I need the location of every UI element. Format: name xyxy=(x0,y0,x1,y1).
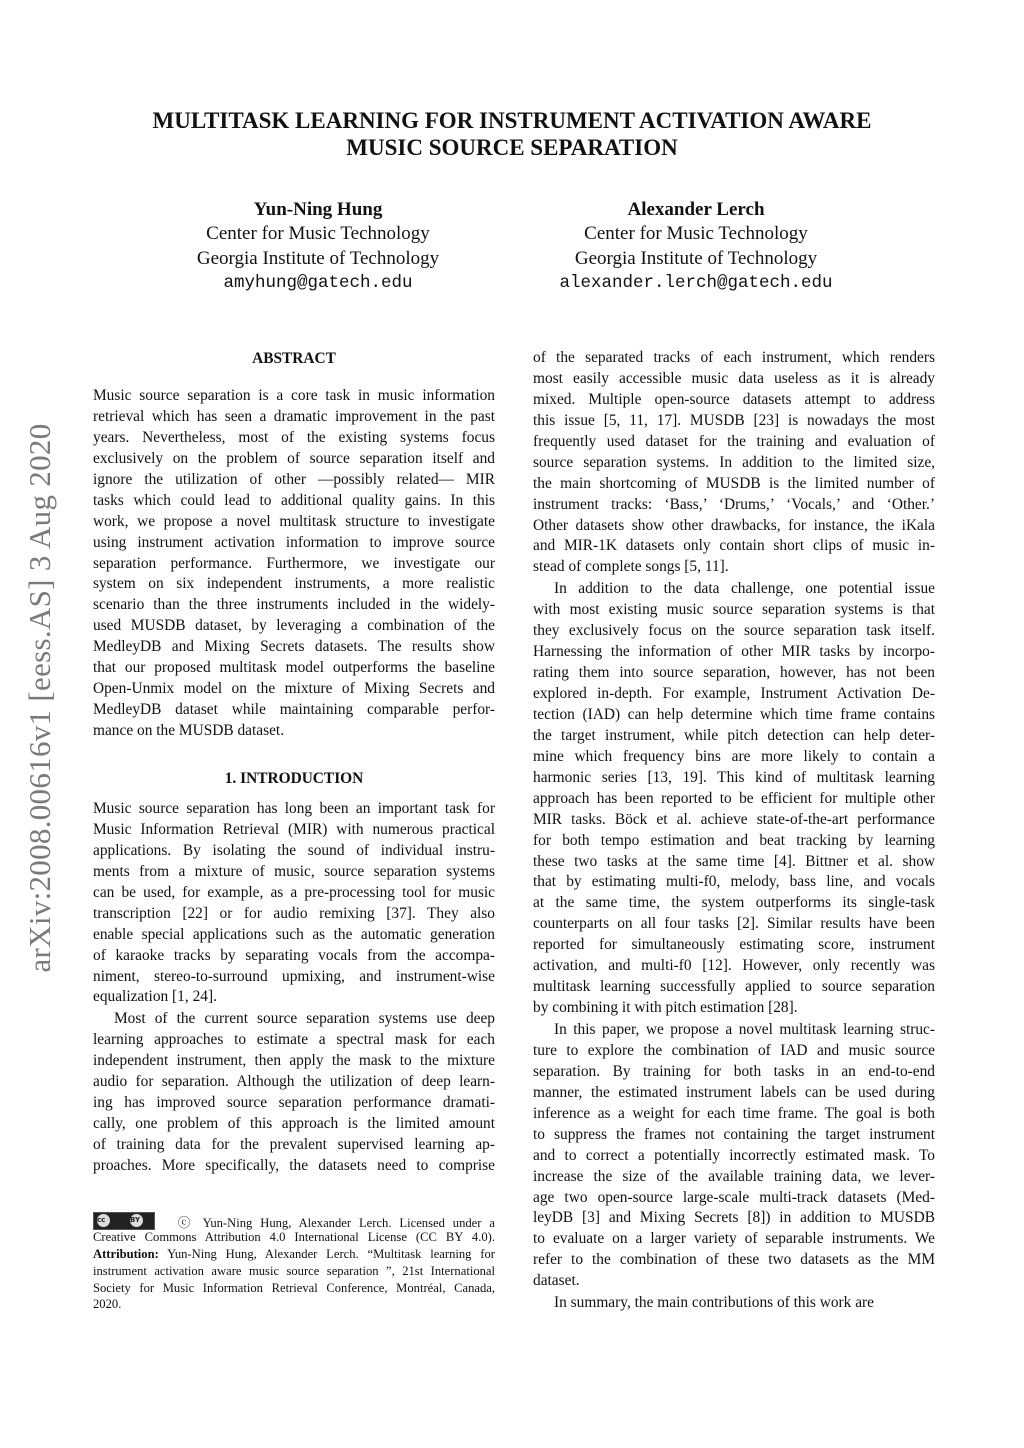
text-line: by combining it with pitch estimation [28]. xyxy=(533,999,798,1017)
text-line: the target instrument, while pitch detection can help deter- xyxy=(533,726,935,744)
author-name: Alexander Lerch xyxy=(627,199,765,220)
attribution-label: Attribution: xyxy=(93,1246,159,1261)
text-line: activation, and multi-f0 [12]. However, only recently was xyxy=(533,957,935,975)
text-line: of the separated tracks of each instrument, which renders xyxy=(533,349,935,366)
text-line: with most existing music source separation systems is that xyxy=(533,601,935,619)
text-line: ignore the utilization of other —possibly related— MIR xyxy=(93,470,495,488)
footnote-line: Society for Music Information Retrieval Conference, Montréal, Canada, xyxy=(93,1280,495,1295)
text-line: they exclusively focus on the source separation task itself. xyxy=(533,622,935,640)
introduction-right-column xyxy=(533,348,935,1315)
text-line: separation. By training for both tasks in an end-to-end xyxy=(533,1062,935,1080)
text-line: applications. By isolating the sound of individual instru- xyxy=(93,841,495,859)
text-line: multitask learning successfully applied to source separation xyxy=(533,978,935,996)
text-line: separation performance. Furthermore, we investigate our xyxy=(93,554,495,572)
text-line: Other datasets show other drawbacks, for instance, the iKala xyxy=(533,516,935,534)
copyright-footnote xyxy=(93,1212,495,1313)
text-line: reported for simultaneously estimating score, instrument xyxy=(533,936,935,954)
footnote-line: 2020. xyxy=(93,1297,122,1312)
text-line: system on six independent instruments, a more realistic xyxy=(93,575,495,593)
text-line: tasks which could lead to additional quality gains. In this xyxy=(93,491,495,509)
footnote-line: Creative Commons Attribution 4.0 International License (CC BY 4.0). xyxy=(93,1229,495,1244)
text-line: rating them into source separation, however, has not been xyxy=(533,664,935,682)
text-line: Harnessing the information of other MIR tasks by incorpo- xyxy=(533,643,935,661)
text-line: niment, stereo-to-surround upmixing, and instrument-wise xyxy=(93,967,495,985)
text-line: scenario than the three instruments included in the widely- xyxy=(93,596,495,614)
text-line: equalization [1, 24]. xyxy=(93,988,217,1006)
text-line: mixed. Multiple open-source datasets attempt to address xyxy=(533,390,935,408)
text-line: harmonic series [13, 19]. This kind of multitask learning xyxy=(533,768,935,786)
text-line: frequently used dataset for the training and evaluation of xyxy=(533,432,935,450)
text-line: MedleyDB dataset while maintaining comparable perfor- xyxy=(93,701,495,719)
text-line: proaches. More specifically, the datasets need to comprise xyxy=(93,1156,495,1174)
text-line: instrument tracks: ‘Bass,’ ‘Drums,’ ‘Vocals,’ and ‘Other.’ xyxy=(533,495,935,513)
arxiv-identifier: arXiv:2008.00616v1 [eess.AS] 3 Aug 2020 xyxy=(22,423,57,973)
text-line: transcription [22] or for audio remixing [37]. They also xyxy=(93,904,495,922)
paragraph xyxy=(93,1009,495,1177)
text-line: and to correct a potentially incorrectly estimated mask. To xyxy=(533,1146,935,1164)
footnote-line: cc BY ⓒ Yun-Ning Hung, Alexander Lerch. Licensed under a xyxy=(93,1212,495,1229)
text-line: ing has improved source separation performance dramati- xyxy=(93,1094,495,1112)
text-line: this issue [5, 11, 17]. MUSDB [23] is nowadays the most xyxy=(533,411,935,429)
paper-title xyxy=(0,107,1024,161)
abstract-heading: ABSTRACT xyxy=(252,350,336,367)
text-line: these two tasks at the same time [4]. Bittner et al. show xyxy=(533,852,935,870)
text-line: audio for separation. Although the utilization of deep learn- xyxy=(93,1073,495,1091)
author-affiliation: Center for Music Technology xyxy=(206,223,430,245)
author-affiliation: Center for Music Technology xyxy=(584,223,808,245)
text-line: can be used, for example, as a pre-processing tool for music xyxy=(93,883,495,901)
text-line: stead of complete songs [5, 11]. xyxy=(533,558,729,576)
text-line: Music Information Retrieval (MIR) with numerous practical xyxy=(93,820,495,838)
text-line: ture to explore the combination of IAD and music source xyxy=(533,1041,935,1059)
text-line: for both tempo estimation and beat tracking by learning xyxy=(533,831,935,849)
text-line: that by estimating multi-f0, melody, bass line, and vocals xyxy=(533,873,935,891)
text-line: enable special applications such as the automatic generation xyxy=(93,925,495,943)
text-line: to evaluate on a larger variety of separable instruments. We xyxy=(533,1230,935,1248)
text-line: Open-Unmix model on the mixture of Mixing Secrets and xyxy=(93,680,495,698)
text-line: to suppress the frames not containing the target instrument xyxy=(533,1125,935,1143)
paragraph xyxy=(533,1293,935,1314)
text-line: that our proposed multitask model outperforms the baseline xyxy=(93,659,495,677)
author-block xyxy=(506,198,886,295)
text-line: In addition to the data challenge, one potential issue xyxy=(554,580,935,598)
text-line: Music source separation is a core task in music information xyxy=(93,387,495,404)
text-line: of training data for the prevalent supervised learning ap- xyxy=(93,1136,495,1153)
author-institution: Georgia Institute of Technology xyxy=(574,247,818,269)
introduction-left-column xyxy=(93,799,495,1178)
text-line: most easily accessible music data useless as it is already xyxy=(533,369,935,387)
text-line: years. Nevertheless, most of the existing systems focus xyxy=(93,428,495,446)
footnote-line: instrument activation aware music source separation ”, 21st International xyxy=(93,1263,495,1278)
text-line: retrieval which has seen a dramatic improvement in the past xyxy=(93,407,495,425)
text-line: ments from a mixture of music, source separation systems xyxy=(93,862,495,880)
paragraph xyxy=(533,348,935,578)
text-line: In this paper, we propose a novel multitask learning struc- xyxy=(554,1021,935,1038)
paragraph xyxy=(93,799,495,1008)
author-institution: Georgia Institute of Technology xyxy=(196,247,440,269)
author-block xyxy=(128,198,508,295)
text-line: increase the size of the available training data, we lever- xyxy=(533,1167,935,1185)
text-line: learning approaches to estimate a spectral mask for each xyxy=(93,1031,495,1049)
text-line: mine which frequency bins are more likely to contain a xyxy=(533,747,935,765)
text-line: leyDB [3] and Mixing Secrets [8]) in addition to MUSDB xyxy=(533,1209,935,1227)
text-line: Most of the current source separation systems use deep xyxy=(114,1010,495,1028)
paragraph xyxy=(533,579,935,1019)
text-line: MIR tasks. Böck et al. achieve state-of-the-art performance xyxy=(533,810,935,828)
text-line: manner, the estimated instrument labels can be used during xyxy=(533,1083,935,1101)
text-line: refer to the combination of these two datasets as the MM xyxy=(533,1251,935,1269)
text-line: independent instrument, then apply the mask to the mixture xyxy=(93,1052,495,1070)
text-line: inference as a weight for each time frame. The goal is both xyxy=(533,1104,935,1122)
text-line: of karaoke tracks by separating vocals from the accompa- xyxy=(93,946,495,964)
text-line: explored in-depth. For example, Instrument Activation De- xyxy=(533,685,935,702)
text-line: the main shortcoming of MUSDB is the limited number of xyxy=(533,474,935,492)
author-email[interactable]: alexander.lerch@gatech.edu xyxy=(559,272,833,293)
text-line: age two open-source large-scale multi-track datasets (Med- xyxy=(533,1188,935,1206)
text-line: and MIR-1K datasets only contain short clips of music in- xyxy=(533,537,935,555)
text-line: at the same time, the system outperforms its single-task xyxy=(533,894,935,912)
paragraph xyxy=(533,1020,935,1292)
footnote-line: Attribution: Yun-Ning Hung, Alexander Lerch. “Multitask learning for xyxy=(93,1246,495,1261)
introduction-heading: 1. INTRODUCTION xyxy=(224,770,364,787)
title-line: MUSIC SOURCE SEPARATION xyxy=(346,135,678,160)
text-line: Music source separation has long been an important task for xyxy=(93,800,495,817)
paragraph xyxy=(93,386,495,742)
title-line: MULTITASK LEARNING FOR INSTRUMENT ACTIVATION AWARE xyxy=(152,108,872,133)
text-line: source separation systems. In addition to the limited size, xyxy=(533,453,935,471)
text-line: mance on the MUSDB dataset. xyxy=(93,722,285,739)
text-line: exclusively on the problem of source separation itself and xyxy=(93,449,495,467)
text-line: approach has been reported to be efficient for multiple other xyxy=(533,789,935,807)
author-name: Yun-Ning Hung xyxy=(253,199,383,220)
text-line: In summary, the main contributions of this work are xyxy=(554,1294,875,1312)
text-line: dataset. xyxy=(533,1272,580,1290)
text-line: used MUSDB dataset, by leveraging a combination of the xyxy=(93,617,495,635)
author-email[interactable]: amyhung@gatech.edu xyxy=(223,272,413,293)
text-line: work, we propose a novel multitask structure to investigate xyxy=(93,512,495,530)
text-line: MedleyDB and Mixing Secrets datasets. The results show xyxy=(93,638,495,656)
text-line: counterparts on all four tasks [2]. Similar results have been xyxy=(533,915,935,933)
abstract-body xyxy=(93,386,495,743)
text-line: tection (IAD) can help determine which time frame contains xyxy=(533,705,935,723)
text-line: cally, one problem of this approach is the limited amount xyxy=(93,1115,495,1133)
cc-by-license-icon: cc BY xyxy=(93,1212,155,1230)
text-line: using instrument activation information to improve source xyxy=(93,533,495,551)
